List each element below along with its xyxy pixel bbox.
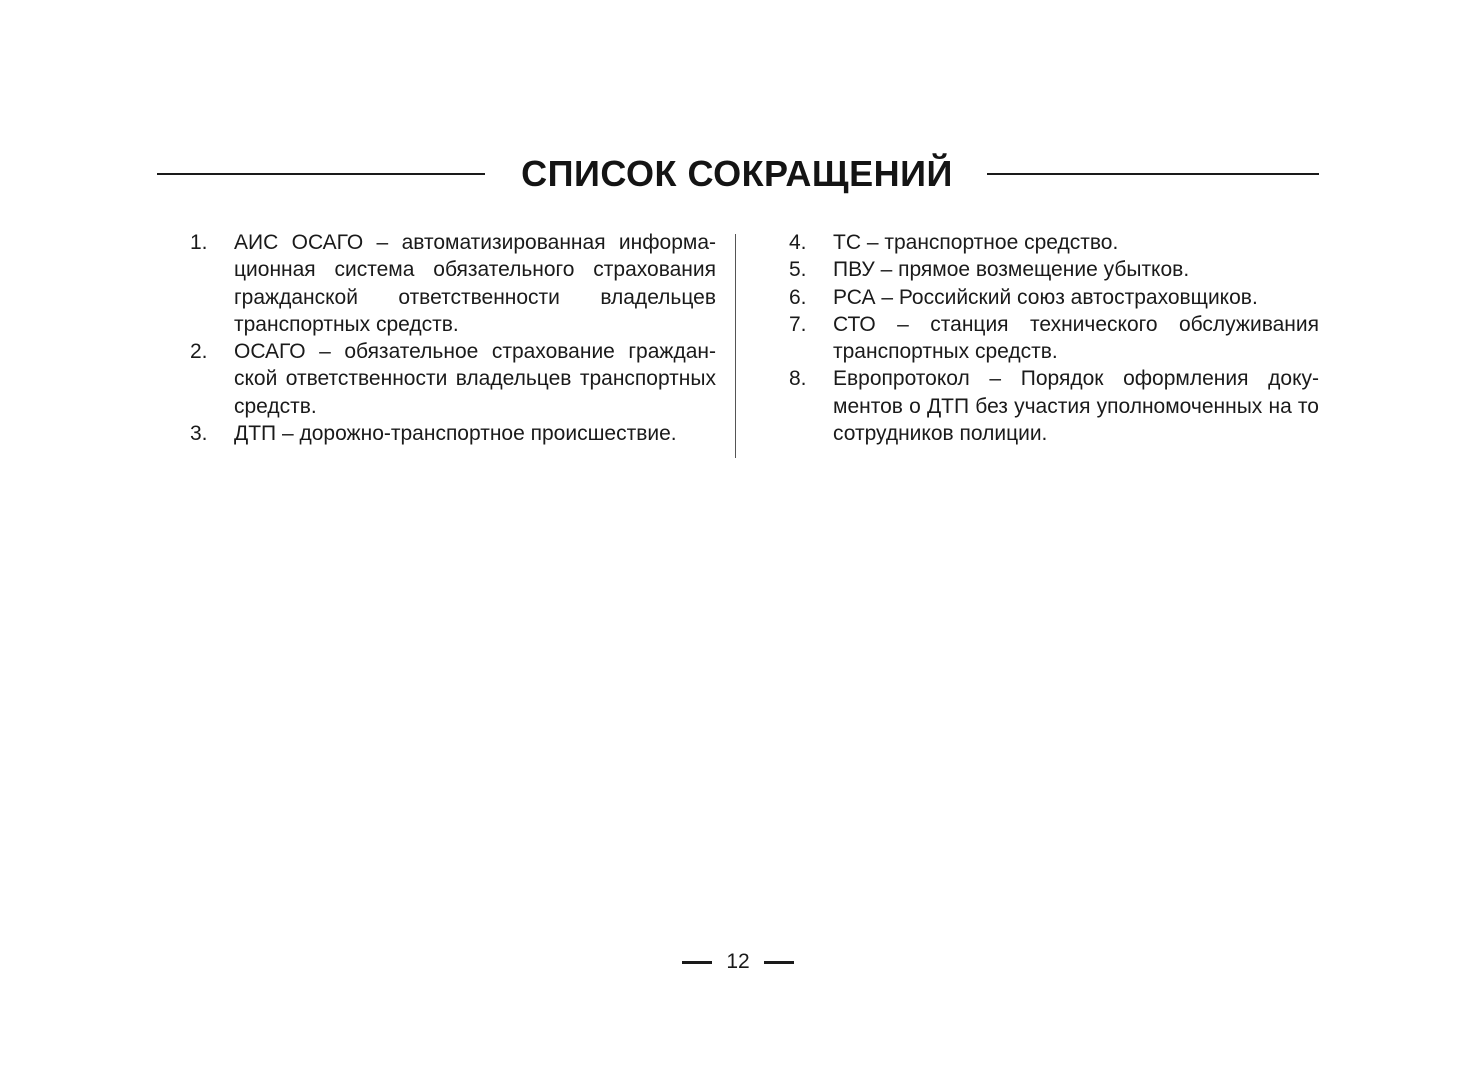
item-text: ОСАГО – обязательное страхование гражданской ответственности владельцев транспортных средств. <box>234 340 716 418</box>
page-number-dash-right <box>764 961 794 964</box>
item-number: 8. <box>789 367 807 391</box>
item-text: ДТП – дорожно-транспортное происшествие. <box>234 422 677 446</box>
page-number-footer <box>682 946 794 978</box>
page-title: СПИСОК СОКРАЩЕНИЙ <box>521 153 953 194</box>
item-text: Европротокол – Порядок оформления документов о ДТП без участия уполномоченных на то сотрудников полиции. <box>833 367 1319 446</box>
title-rule-left <box>157 173 485 175</box>
item-number: 3. <box>190 422 208 446</box>
title-rule-right <box>987 173 1319 175</box>
list-item <box>190 338 716 420</box>
item-number: 5. <box>789 258 807 282</box>
item-number: 4. <box>789 231 807 254</box>
column-divider <box>735 234 736 458</box>
list-item <box>789 256 1319 283</box>
page-number: 12 <box>726 950 750 973</box>
list-item <box>789 284 1319 311</box>
page-number-dash-left <box>682 961 712 964</box>
list-item <box>190 229 716 338</box>
abbreviation-list-right <box>789 229 1319 447</box>
page-title-row <box>157 146 1319 202</box>
item-number: 1. <box>190 231 208 254</box>
item-number: 2. <box>190 340 208 364</box>
list-item <box>789 365 1319 447</box>
item-number: 6. <box>789 285 807 309</box>
item-text: СТО – станция технического обслуживания транспортных средств. <box>833 312 1319 364</box>
item-number: 7. <box>789 312 807 336</box>
item-text: РСА – Российский союз автостраховщиков. <box>833 285 1258 309</box>
abbreviation-list-left <box>190 229 716 447</box>
list-item <box>190 420 716 447</box>
item-text: ТС – транспортное средство. <box>833 231 1119 254</box>
item-text: АИС ОСАГО – автоматизированная информационная система обязательного страхования гражданской ответственности владельцев транспортных средств. <box>234 231 716 336</box>
list-item <box>789 311 1319 366</box>
item-text: ПВУ – прямое возмещение убытков. <box>833 258 1190 282</box>
list-item <box>789 229 1319 256</box>
